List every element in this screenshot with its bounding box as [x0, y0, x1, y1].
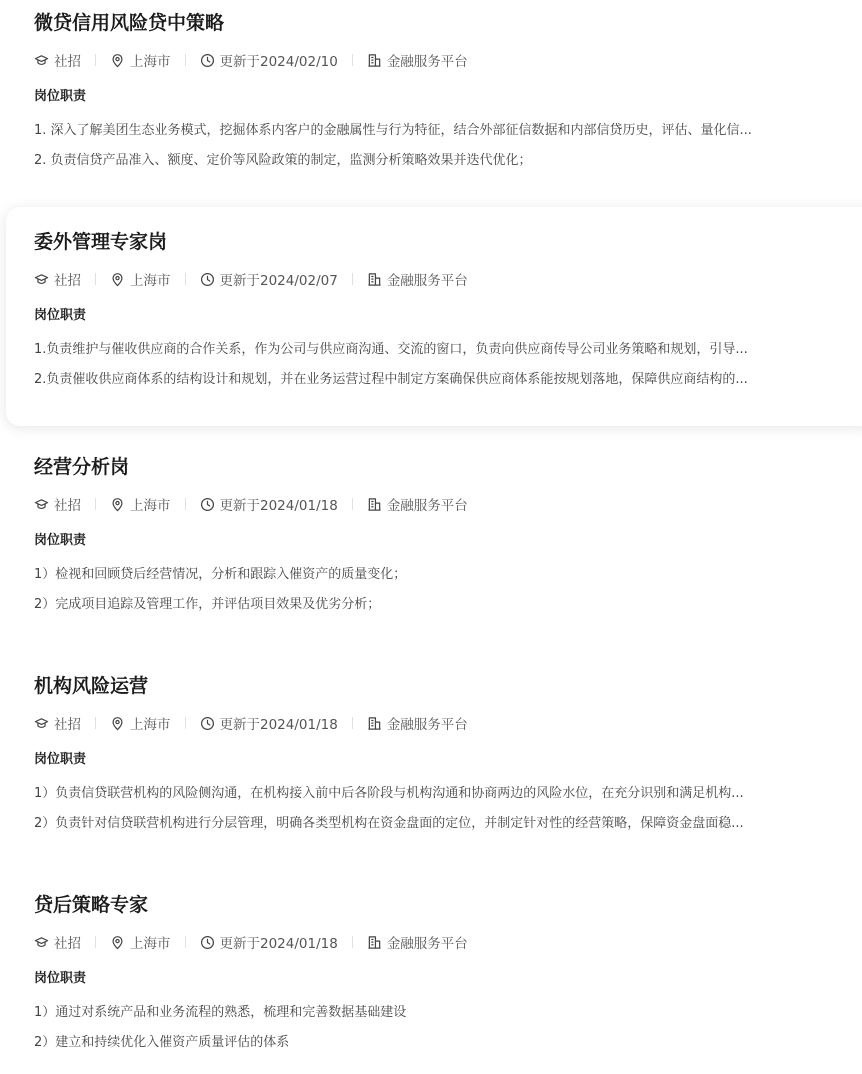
job-department-label: 金融服务平台 [386, 54, 468, 70]
job-type-label: 社招 [54, 54, 81, 70]
job-department [367, 713, 468, 733]
job-city-label: 上海市 [130, 498, 171, 514]
job-updated [200, 713, 338, 733]
job-type [34, 494, 81, 514]
building-icon [367, 272, 382, 287]
clock-icon [200, 716, 215, 731]
graduation-cap-icon [34, 497, 49, 512]
job-department [367, 494, 468, 514]
meta-divider [352, 936, 353, 948]
job-card[interactable] [6, 876, 862, 1074]
building-icon [367, 53, 382, 68]
building-icon [367, 935, 382, 950]
job-type [34, 713, 81, 733]
job-department [367, 50, 468, 70]
job-title[interactable]: 贷后策略专家 [34, 894, 149, 916]
job-city [110, 932, 171, 952]
job-city [110, 269, 171, 289]
job-title[interactable]: 机构风险运营 [34, 675, 149, 697]
duty-heading: 岗位职责 [34, 752, 87, 767]
job-updated [200, 932, 338, 952]
job-updated [200, 494, 338, 514]
job-meta [34, 50, 468, 70]
meta-divider [185, 717, 186, 729]
job-meta [34, 494, 468, 514]
graduation-cap-icon [34, 716, 49, 731]
building-icon [367, 497, 382, 512]
duty-line: 1）检视和回顾贷后经营情况，分析和跟踪入催资产的质量变化； [34, 567, 407, 582]
job-updated [200, 50, 338, 70]
duty-line: 1. 深入了解美团生态业务模式，挖掘体系内客户的金融属性与行为特征，结合外部征信数据和内部信贷历史，评估、量化信... [34, 123, 752, 138]
job-title[interactable]: 委外管理专家岗 [34, 231, 168, 253]
job-type-label: 社招 [54, 717, 81, 733]
job-updated-label: 更新于2024/01/18 [219, 936, 338, 952]
duty-heading: 岗位职责 [34, 89, 87, 104]
job-card[interactable] [6, 207, 862, 426]
job-type-label: 社招 [54, 936, 81, 952]
job-city [110, 494, 171, 514]
meta-divider [352, 498, 353, 510]
job-department-label: 金融服务平台 [386, 498, 468, 514]
duty-line: 2）建立和持续优化入催资产质量评估的体系 [34, 1035, 290, 1050]
location-pin-icon [110, 497, 125, 512]
meta-divider [352, 717, 353, 729]
job-department-label: 金融服务平台 [386, 273, 468, 289]
duty-heading: 岗位职责 [34, 533, 87, 548]
job-type-label: 社招 [54, 273, 81, 289]
job-city-label: 上海市 [130, 936, 171, 952]
job-card[interactable] [6, 0, 862, 219]
duty-line: 1）负责信贷联营机构的风险侧沟通，在机构接入前中后各阶段与机构沟通和协商两边的风险水位，在充分识别和满足机构... [34, 786, 744, 801]
meta-divider [95, 498, 96, 510]
graduation-cap-icon [34, 272, 49, 287]
duty-line: 1.负责维护与催收供应商的合作关系，作为公司与供应商沟通、交流的窗口，负责向供应商传导公司业务策略和规划，引导... [34, 342, 748, 357]
job-city-label: 上海市 [130, 54, 171, 70]
job-type [34, 932, 81, 952]
job-updated-label: 更新于2024/01/18 [219, 717, 338, 733]
meta-divider [185, 498, 186, 510]
job-city-label: 上海市 [130, 717, 171, 733]
location-pin-icon [110, 53, 125, 68]
duty-line: 2）负责针对信贷联营机构进行分层管理，明确各类型机构在资金盘面的定位，并制定针对性的经营策略，保障资金盘面稳... [34, 816, 744, 831]
duty-line: 2. 负责信贷产品准入、额度、定价等风险政策的制定，监测分析策略效果并迭代优化； [34, 153, 532, 168]
clock-icon [200, 272, 215, 287]
job-city [110, 50, 171, 70]
job-updated-label: 更新于2024/02/10 [219, 54, 338, 70]
building-icon [367, 716, 382, 731]
job-department [367, 269, 468, 289]
job-type [34, 269, 81, 289]
job-meta [34, 932, 468, 952]
duty-line: 2）完成项目追踪及管理工作，并评估项目效果及优劣分析； [34, 597, 381, 612]
job-updated-label: 更新于2024/01/18 [219, 498, 338, 514]
meta-divider [95, 717, 96, 729]
clock-icon [200, 53, 215, 68]
job-city-label: 上海市 [130, 273, 171, 289]
duty-heading: 岗位职责 [34, 308, 87, 323]
job-department [367, 932, 468, 952]
graduation-cap-icon [34, 935, 49, 950]
location-pin-icon [110, 935, 125, 950]
location-pin-icon [110, 272, 125, 287]
location-pin-icon [110, 716, 125, 731]
job-type-label: 社招 [54, 498, 81, 514]
job-title[interactable]: 微贷信用风险贷中策略 [34, 12, 225, 34]
graduation-cap-icon [34, 53, 49, 68]
meta-divider [95, 54, 96, 66]
job-title[interactable]: 经营分析岗 [34, 456, 130, 478]
meta-divider [95, 936, 96, 948]
duty-line: 2.负责催收供应商体系的结构设计和规划，并在业务运营过程中制定方案确保供应商体系能按规划落地，保障供应商结构的... [34, 372, 748, 387]
meta-divider [185, 54, 186, 66]
job-type [34, 50, 81, 70]
job-meta [34, 269, 468, 289]
job-meta [34, 713, 468, 733]
job-updated [200, 269, 338, 289]
meta-divider [185, 273, 186, 285]
clock-icon [200, 935, 215, 950]
duty-line: 1）通过对系统产品和业务流程的熟悉，梳理和完善数据基础建设 [34, 1005, 407, 1020]
meta-divider [352, 54, 353, 66]
meta-divider [352, 273, 353, 285]
job-department-label: 金融服务平台 [386, 936, 468, 952]
job-department-label: 金融服务平台 [386, 717, 468, 733]
meta-divider [95, 273, 96, 285]
clock-icon [200, 497, 215, 512]
duty-heading: 岗位职责 [34, 971, 87, 986]
job-city [110, 713, 171, 733]
meta-divider [185, 936, 186, 948]
job-card[interactable] [6, 438, 862, 657]
job-card[interactable] [6, 657, 862, 876]
job-updated-label: 更新于2024/02/07 [219, 273, 338, 289]
